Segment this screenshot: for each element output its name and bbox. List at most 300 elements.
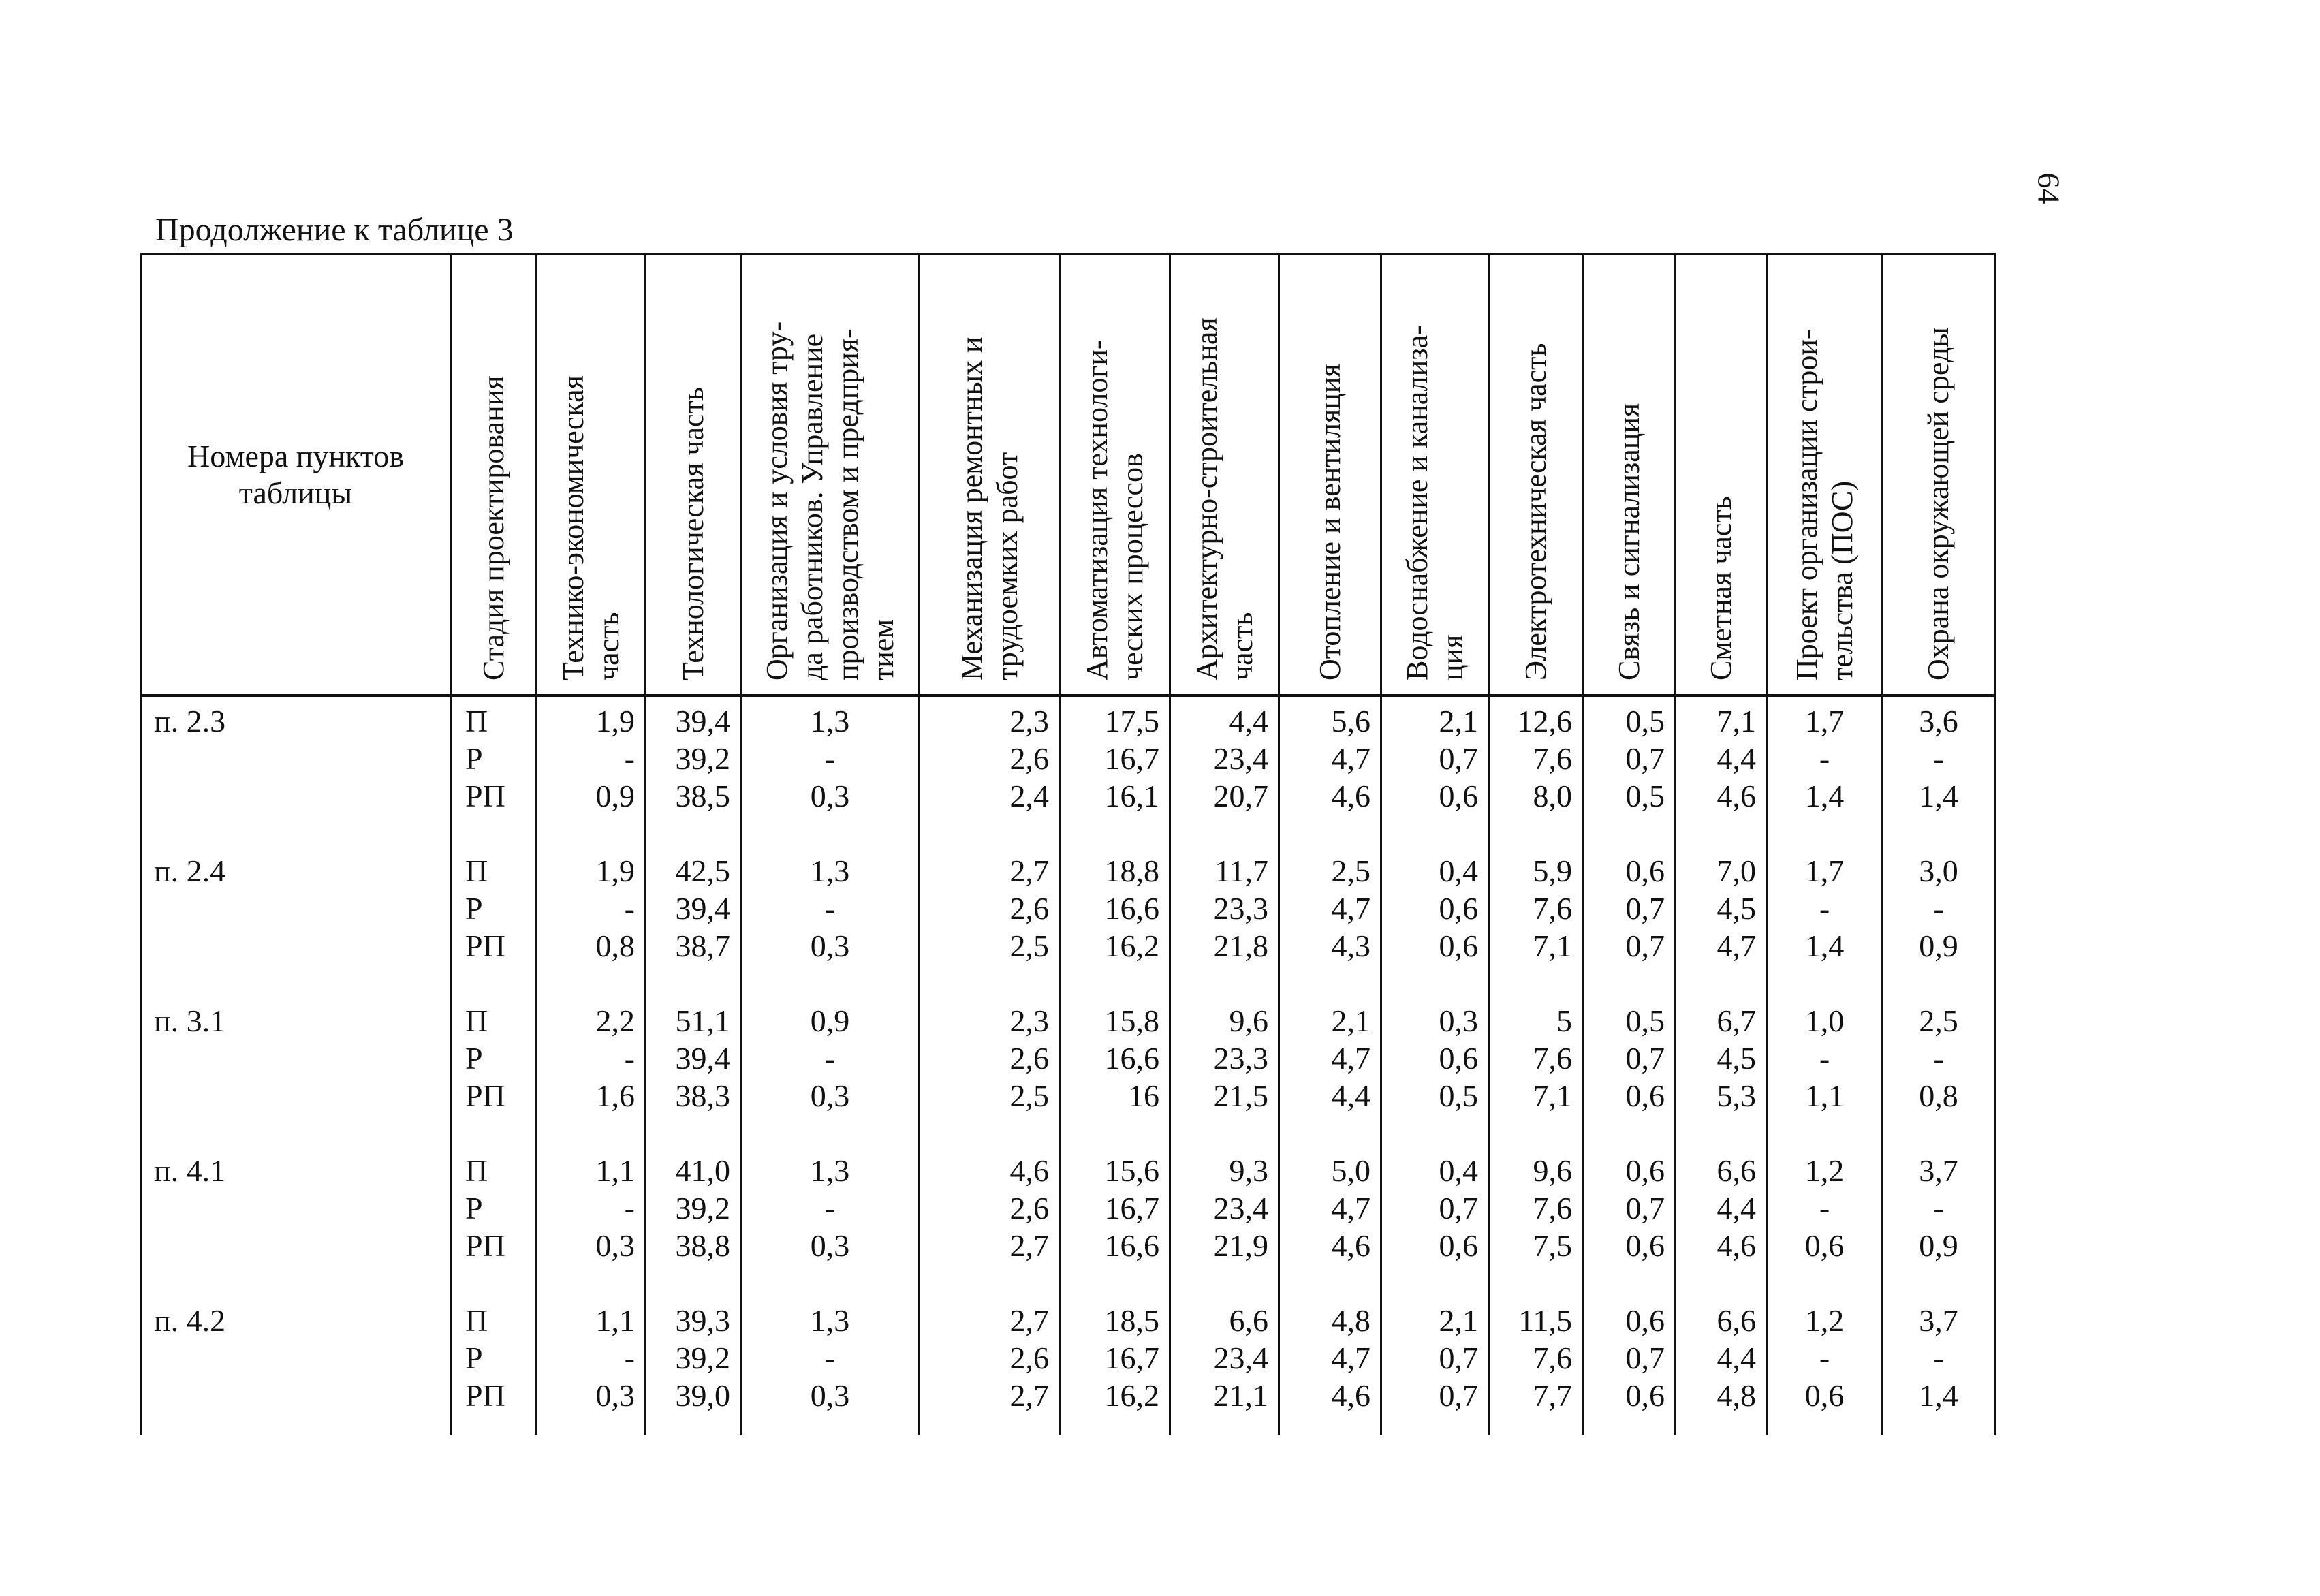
- value: 1,6: [595, 1078, 635, 1113]
- value: 23,3: [1213, 1041, 1268, 1076]
- value-cell: [741, 1002, 920, 1152]
- value: 39,3: [675, 1303, 730, 1338]
- value-cell: [1279, 1302, 1381, 1435]
- value: 0,3: [810, 1228, 850, 1263]
- column-header-communication: Связь и сигнализация: [1583, 254, 1676, 696]
- value: 0,3: [595, 1228, 635, 1263]
- value: 0,6: [1439, 928, 1478, 963]
- value-cell: [1170, 1002, 1279, 1152]
- value: 23,4: [1213, 1341, 1268, 1375]
- row-item-label: п. 4.1: [154, 1153, 226, 1188]
- row-item-label: п. 2.3: [154, 704, 226, 738]
- value: 4,6: [1717, 779, 1756, 813]
- value: 0,5: [1625, 1003, 1665, 1038]
- column-header-mechanization: Механизация ремонтных и трудоемких работ: [920, 254, 1060, 696]
- value: 0,5: [1625, 779, 1665, 813]
- value-cell: [646, 1002, 741, 1152]
- stage-label: РП: [465, 928, 505, 963]
- value: 0,7: [1625, 741, 1665, 776]
- row-item-cell: [141, 852, 451, 1002]
- table-row: [141, 852, 1995, 1002]
- value: 2,6: [1009, 741, 1049, 776]
- value-cell: [1583, 695, 1676, 852]
- value: 2,1: [1439, 1303, 1478, 1338]
- value: 5,6: [1331, 704, 1370, 738]
- value: 39,4: [675, 1041, 730, 1076]
- value: 8,0: [1533, 779, 1572, 813]
- value-cell: [1060, 852, 1170, 1002]
- value: 16,7: [1104, 741, 1159, 776]
- value: 4,5: [1717, 891, 1756, 926]
- value: 4,7: [1331, 1191, 1370, 1225]
- value: 12,6: [1517, 704, 1572, 738]
- value: 4,4: [1331, 1078, 1370, 1113]
- value: 2,6: [1009, 1341, 1049, 1375]
- value: 4,7: [1331, 1041, 1370, 1076]
- value-cell: [1583, 1152, 1676, 1302]
- value: 38,5: [675, 779, 730, 813]
- value: 1,2: [1804, 1153, 1845, 1188]
- value: 0,8: [1919, 1078, 1958, 1113]
- value: 9,3: [1229, 1153, 1268, 1188]
- value-cell: [537, 852, 646, 1002]
- stage-label: П: [465, 1003, 488, 1038]
- value-cell: [1381, 1302, 1489, 1435]
- value: 0,3: [1439, 1003, 1478, 1038]
- value-cell: [646, 695, 741, 852]
- row-item-label: п. 2.4: [154, 854, 226, 888]
- value: -: [1933, 1191, 1944, 1225]
- row-item-cell: [141, 695, 451, 852]
- value-cell: [1489, 1002, 1583, 1152]
- value-cell: [1676, 695, 1767, 852]
- value: 23,4: [1213, 1191, 1268, 1225]
- value: 4,5: [1717, 1041, 1756, 1076]
- stage-cell: [451, 1152, 537, 1302]
- value: 39,4: [675, 704, 730, 738]
- value: -: [624, 1341, 635, 1375]
- value: -: [824, 1341, 836, 1375]
- value: 3,6: [1919, 704, 1958, 738]
- value: 1,9: [595, 704, 635, 738]
- value: 1,1: [595, 1303, 635, 1338]
- table-caption: Продолжение к таблице 3: [155, 212, 514, 248]
- value: 16,2: [1104, 928, 1159, 963]
- value-cell: [1583, 1002, 1676, 1152]
- value: 7,6: [1533, 1341, 1572, 1375]
- value: -: [1819, 1341, 1830, 1375]
- value-cell: [646, 1302, 741, 1435]
- value: 4,3: [1331, 928, 1370, 963]
- value: 2,7: [1009, 1228, 1049, 1263]
- value: 4,7: [1717, 928, 1756, 963]
- value: 42,5: [675, 854, 730, 888]
- stage-label: Р: [465, 741, 483, 776]
- value: 0,4: [1439, 1153, 1478, 1188]
- value: 16,7: [1104, 1341, 1159, 1375]
- value: 1,4: [1804, 779, 1845, 813]
- value: 11,7: [1214, 854, 1268, 888]
- value: 4,7: [1331, 741, 1370, 776]
- value: 2,6: [1009, 1191, 1049, 1225]
- value: 3,7: [1919, 1303, 1958, 1338]
- value: 11,5: [1518, 1303, 1572, 1338]
- column-header-estimate: Сметная часть: [1676, 254, 1767, 696]
- value-cell: [1583, 852, 1676, 1002]
- value: 0,6: [1625, 1228, 1665, 1263]
- value: 0,7: [1625, 1041, 1665, 1076]
- value: 0,6: [1804, 1378, 1845, 1413]
- value-cell: [741, 695, 920, 852]
- value-cell: [1489, 852, 1583, 1002]
- value-cell: [920, 695, 1060, 852]
- value: 4,6: [1331, 1378, 1370, 1413]
- stage-cell: [451, 695, 537, 852]
- value: 4,8: [1331, 1303, 1370, 1338]
- value: 6,7: [1717, 1003, 1756, 1038]
- value: 0,3: [810, 928, 850, 963]
- value: 16,6: [1104, 1228, 1159, 1263]
- column-header-labor-organization: Организация и условия тру- да работников. Управление производством и предприя- тием: [741, 254, 920, 696]
- stage-label: П: [465, 854, 488, 888]
- value: -: [824, 1041, 836, 1076]
- value-cell: [1489, 695, 1583, 852]
- value-cell: [741, 1152, 920, 1302]
- value-cell: [537, 695, 646, 852]
- value: 0,3: [810, 1378, 850, 1413]
- value: 0,7: [1625, 1341, 1665, 1375]
- value: 2,7: [1009, 1303, 1049, 1338]
- value: 4,4: [1717, 1341, 1756, 1375]
- column-header-item: Номера пунктов таблицы: [141, 254, 451, 696]
- value: 0,7: [1625, 1191, 1665, 1225]
- value: 4,6: [1331, 1228, 1370, 1263]
- value: 1,3: [810, 704, 850, 738]
- value: 0,3: [595, 1378, 635, 1413]
- value: 16,2: [1104, 1378, 1159, 1413]
- value: 0,3: [810, 1078, 850, 1113]
- value-cell: [646, 1152, 741, 1302]
- value: 21,5: [1213, 1078, 1268, 1113]
- row-item-label: п. 3.1: [154, 1003, 226, 1038]
- value: -: [1933, 741, 1944, 776]
- value: 1,3: [810, 854, 850, 888]
- stage-label: П: [465, 1303, 488, 1338]
- value: 4,7: [1331, 1341, 1370, 1375]
- value: 16,1: [1104, 779, 1159, 813]
- value: 1,4: [1919, 779, 1958, 813]
- value: 39,2: [675, 1341, 730, 1375]
- value-cell: [537, 1002, 646, 1152]
- value-cell: [1767, 695, 1883, 852]
- value: 38,3: [675, 1078, 730, 1113]
- value: 0,7: [1439, 1378, 1478, 1413]
- value: 2,4: [1009, 779, 1049, 813]
- value: 0,8: [595, 928, 635, 963]
- value: 4,4: [1229, 704, 1268, 738]
- value: 16,7: [1104, 1191, 1159, 1225]
- value: 16: [1128, 1078, 1159, 1113]
- value: 16,6: [1104, 1041, 1159, 1076]
- value-cell: [1170, 852, 1279, 1002]
- value: 0,6: [1625, 1153, 1665, 1188]
- value-cell: [1767, 852, 1883, 1002]
- value: 2,1: [1439, 704, 1478, 738]
- value: -: [1819, 741, 1830, 776]
- value-cell: [1883, 695, 1995, 852]
- value: 1,1: [595, 1153, 635, 1188]
- column-header-electrical: Электротехническая часть: [1489, 254, 1583, 696]
- column-header-architecture: Архитектурно-строительная часть: [1170, 254, 1279, 696]
- value: 16,6: [1104, 891, 1159, 926]
- stage-label: РП: [465, 1378, 505, 1413]
- value: -: [624, 891, 635, 926]
- value: 1,7: [1804, 704, 1845, 738]
- value-cell: [646, 852, 741, 1002]
- value: -: [1819, 1041, 1830, 1076]
- value: 6,6: [1717, 1303, 1756, 1338]
- stage-cell: [451, 1002, 537, 1152]
- value: 39,2: [675, 741, 730, 776]
- value-cell: [1170, 1152, 1279, 1302]
- value: 2,7: [1009, 854, 1049, 888]
- value: -: [824, 741, 836, 776]
- value: 39,2: [675, 1191, 730, 1225]
- value: 23,3: [1213, 891, 1268, 926]
- value-cell: [537, 1302, 646, 1435]
- row-item-label: п. 4.2: [154, 1303, 226, 1338]
- value: 0,7: [1439, 741, 1478, 776]
- value: 2,3: [1009, 1003, 1049, 1038]
- value-cell: [1883, 1002, 1995, 1152]
- value: -: [624, 1041, 635, 1076]
- design-shares-table: [140, 253, 1994, 1450]
- value: -: [1933, 1041, 1944, 1076]
- value-cell: [1170, 695, 1279, 852]
- value-cell: [1883, 852, 1995, 1002]
- value: 0,7: [1625, 928, 1665, 963]
- value-cell: [1381, 852, 1489, 1002]
- value-cell: [1060, 695, 1170, 852]
- value: 1,7: [1804, 854, 1845, 888]
- value: -: [1819, 891, 1830, 926]
- value: 4,6: [1009, 1153, 1049, 1188]
- value-cell: [1381, 1152, 1489, 1302]
- value: 2,6: [1009, 891, 1049, 926]
- value: 2,5: [1919, 1003, 1958, 1038]
- value-cell: [1583, 1302, 1676, 1435]
- value: 2,5: [1009, 1078, 1049, 1113]
- value: 0,3: [810, 779, 850, 813]
- value: 0,9: [810, 1003, 850, 1038]
- value: -: [1819, 1191, 1830, 1225]
- value: 5,3: [1717, 1078, 1756, 1113]
- value: 18,5: [1104, 1303, 1159, 1338]
- value: 4,6: [1331, 779, 1370, 813]
- value-cell: [1170, 1302, 1279, 1435]
- stage-label: Р: [465, 1191, 483, 1225]
- value-cell: [1767, 1302, 1883, 1435]
- value: 0,6: [1625, 854, 1665, 888]
- column-header-automation: Автоматизация технологи- ческих процессов: [1060, 254, 1170, 696]
- value: 21,9: [1213, 1228, 1268, 1263]
- value: 7,1: [1717, 704, 1756, 738]
- value: 15,8: [1104, 1003, 1159, 1038]
- value: 9,6: [1533, 1153, 1572, 1188]
- value-cell: [1381, 695, 1489, 852]
- column-header-heating: Отопление и вентиляция: [1279, 254, 1381, 696]
- value: 0,5: [1439, 1078, 1478, 1113]
- value-cell: [1060, 1302, 1170, 1435]
- value: 7,5: [1533, 1228, 1572, 1263]
- value: 0,9: [1919, 928, 1958, 963]
- value: 41,0: [675, 1153, 730, 1188]
- value: 5,0: [1331, 1153, 1370, 1188]
- value-cell: [1883, 1302, 1995, 1435]
- value-cell: [1381, 1002, 1489, 1152]
- value: 2,2: [595, 1003, 635, 1038]
- value-cell: [920, 852, 1060, 1002]
- value-cell: [537, 1152, 646, 1302]
- value-cell: [1279, 695, 1381, 852]
- value-cell: [1676, 852, 1767, 1002]
- value-cell: [1279, 852, 1381, 1002]
- column-header-water-supply: Водоснабжение и канализа- ция: [1381, 254, 1489, 696]
- value: -: [624, 1191, 635, 1225]
- value-cell: [741, 1302, 920, 1435]
- value-cell: [1489, 1302, 1583, 1435]
- value-cell: [1676, 1152, 1767, 1302]
- value: 15,6: [1104, 1153, 1159, 1188]
- value: -: [1933, 891, 1944, 926]
- value: 38,8: [675, 1228, 730, 1263]
- value: 1,3: [810, 1303, 850, 1338]
- value-cell: [1060, 1002, 1170, 1152]
- value: 0,6: [1804, 1228, 1845, 1263]
- value: 0,5: [1625, 704, 1665, 738]
- value: 39,4: [675, 891, 730, 926]
- value-cell: [920, 1152, 1060, 1302]
- value: 20,7: [1213, 779, 1268, 813]
- value: 0,9: [595, 779, 635, 813]
- value: 2,5: [1331, 854, 1370, 888]
- value: -: [824, 891, 836, 926]
- value: 2,3: [1009, 704, 1049, 738]
- value-cell: [1676, 1302, 1767, 1435]
- value: 7,7: [1533, 1378, 1572, 1413]
- stage-cell: [451, 1302, 537, 1435]
- column-header-construction-org: Проект организации строи- тельства (ПОС): [1767, 254, 1883, 696]
- stage-label: РП: [465, 1228, 505, 1263]
- value: 0,9: [1919, 1228, 1958, 1263]
- value: 0,6: [1625, 1378, 1665, 1413]
- stage-label: Р: [465, 891, 483, 926]
- value: -: [1933, 1341, 1944, 1375]
- value: 21,8: [1213, 928, 1268, 963]
- value-cell: [1489, 1152, 1583, 1302]
- table-row: [141, 1302, 1995, 1435]
- value: -: [824, 1191, 836, 1225]
- value-cell: [920, 1002, 1060, 1152]
- column-header-stage: Стадия проектирования: [451, 254, 537, 696]
- value: 5: [1556, 1003, 1572, 1038]
- value-cell: [920, 1302, 1060, 1435]
- value: 1,3: [810, 1153, 850, 1188]
- value: 1,4: [1919, 1378, 1958, 1413]
- value: 1,9: [595, 854, 635, 888]
- stage-label: Р: [465, 1341, 483, 1375]
- page-number: 64: [2031, 172, 2067, 204]
- value: 0,6: [1439, 1228, 1478, 1263]
- stage-label: П: [465, 704, 488, 738]
- column-header-technological: Технологическая часть: [646, 254, 741, 696]
- value: 1,1: [1804, 1078, 1845, 1113]
- value: 2,1: [1331, 1003, 1370, 1038]
- value: 0,6: [1439, 779, 1478, 813]
- value: 3,0: [1919, 854, 1958, 888]
- value: 0,7: [1439, 1191, 1478, 1225]
- value: 0,6: [1625, 1078, 1665, 1113]
- value: 18,8: [1104, 854, 1159, 888]
- row-item-cell: [141, 1302, 451, 1435]
- value: 3,7: [1919, 1153, 1958, 1188]
- value-cell: [1767, 1152, 1883, 1302]
- value: 4,4: [1717, 1191, 1756, 1225]
- value: 1,4: [1804, 928, 1845, 963]
- value-cell: [1060, 1152, 1170, 1302]
- value: 6,6: [1229, 1303, 1268, 1338]
- value: 0,6: [1439, 891, 1478, 926]
- value: 0,7: [1439, 1341, 1478, 1375]
- value: 1,2: [1804, 1303, 1845, 1338]
- row-item-cell: [141, 1152, 451, 1302]
- value: 51,1: [675, 1003, 730, 1038]
- value: 9,6: [1229, 1003, 1268, 1038]
- value: 0,6: [1439, 1041, 1478, 1076]
- value: 17,5: [1104, 704, 1159, 738]
- value: 7,1: [1533, 928, 1572, 963]
- stage-cell: [451, 852, 537, 1002]
- value: 4,8: [1717, 1378, 1756, 1413]
- value: 7,6: [1533, 1041, 1572, 1076]
- value-cell: [1767, 1002, 1883, 1152]
- stage-label: РП: [465, 1078, 505, 1113]
- value: 2,7: [1009, 1378, 1049, 1413]
- value: 7,6: [1533, 1191, 1572, 1225]
- value: 7,6: [1533, 891, 1572, 926]
- value: 38,7: [675, 928, 730, 963]
- value: -: [624, 741, 635, 776]
- table-header-row: [141, 254, 1995, 696]
- stage-label: Р: [465, 1041, 483, 1076]
- value: 21,1: [1213, 1378, 1268, 1413]
- value-cell: [1883, 1152, 1995, 1302]
- table-row: [141, 695, 1995, 852]
- value: 23,4: [1213, 741, 1268, 776]
- table-row: [141, 1152, 1995, 1302]
- value: 6,6: [1717, 1153, 1756, 1188]
- value: 0,4: [1439, 854, 1478, 888]
- stage-label: П: [465, 1153, 488, 1188]
- value: 5,9: [1533, 854, 1572, 888]
- value-cell: [1279, 1152, 1381, 1302]
- value: 2,5: [1009, 928, 1049, 963]
- row-item-cell: [141, 1002, 451, 1152]
- value: 4,6: [1717, 1228, 1756, 1263]
- value: 1,0: [1804, 1003, 1845, 1038]
- value: 4,7: [1331, 891, 1370, 926]
- value: 0,6: [1625, 1303, 1665, 1338]
